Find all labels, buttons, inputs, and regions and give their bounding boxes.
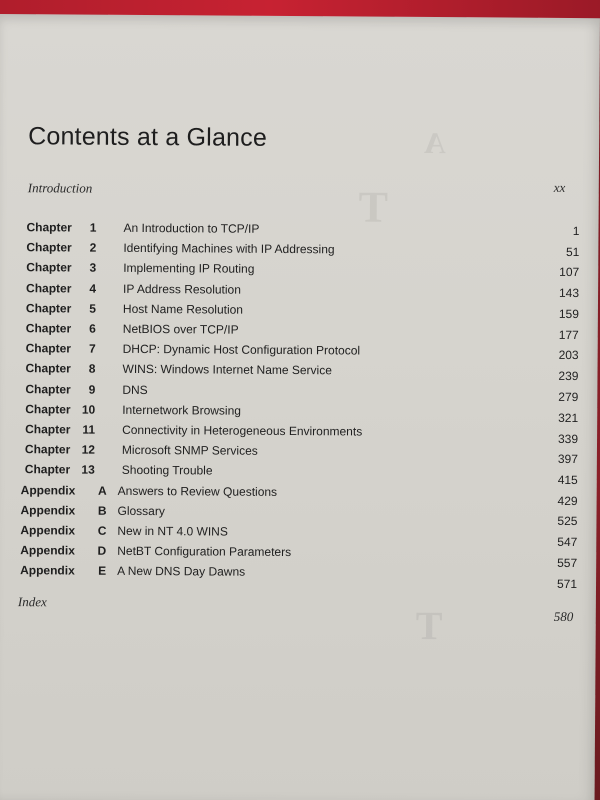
- entry-kind-label: Chapter: [25, 361, 71, 376]
- entry-number: 10: [81, 402, 96, 417]
- contents-row: [0, 382, 597, 404]
- entry-page-number: 321: [558, 410, 579, 425]
- entry-kind-label: Chapter: [24, 442, 71, 457]
- entry-title: DNS: [122, 382, 148, 397]
- entry-title: WINS: Windows Internet Name Service: [122, 362, 332, 378]
- contents-row: [0, 502, 597, 529]
- entry-kind-label: Appendix: [20, 543, 75, 558]
- entry-title: Answers to Review Questions: [117, 483, 278, 499]
- entry-page-number: 239: [558, 369, 579, 384]
- entry-kind-label: Chapter: [25, 321, 72, 336]
- contents-row: [0, 422, 597, 444]
- contents-row: [0, 563, 596, 591]
- contents-row: [0, 523, 596, 550]
- book-page: [0, 14, 600, 800]
- show-through-text: T: [358, 182, 389, 232]
- introduction-label: Introduction: [27, 180, 93, 196]
- entry-number: 13: [81, 462, 95, 478]
- entry-kind-label: Chapter: [26, 260, 72, 275]
- entry-kind-label: Appendix: [20, 523, 76, 538]
- index-label: Index: [17, 594, 47, 610]
- entry-title: NetBT Configuration Parameters: [117, 544, 292, 560]
- entry-kind-label: Chapter: [26, 240, 72, 255]
- entry-number: 12: [81, 442, 96, 457]
- introduction-page-number: xx: [553, 179, 566, 195]
- entry-page-number: 203: [558, 348, 579, 363]
- entry-number: 9: [88, 382, 96, 397]
- entry-page-number: 143: [558, 286, 580, 301]
- contents-row: [0, 321, 598, 343]
- contents-row: [0, 301, 598, 323]
- entry-number: 2: [89, 240, 97, 255]
- entry-page-number: 397: [557, 452, 578, 467]
- entry-kind-label: Chapter: [25, 341, 72, 356]
- entry-kind-label: Chapter: [25, 381, 71, 397]
- contents-row: [0, 361, 598, 383]
- entry-title: IP Address Resolution: [123, 281, 241, 297]
- entry-kind-label: Chapter: [24, 462, 71, 477]
- entry-number: E: [98, 564, 107, 579]
- entry-number: 7: [88, 341, 96, 356]
- contents-row: [0, 402, 597, 424]
- entry-title: NetBIOS over TCP/IP: [122, 321, 239, 337]
- entry-page-number: 339: [557, 431, 579, 446]
- entry-page-number: 525: [557, 514, 578, 529]
- page-title: Contents at a Glance: [28, 122, 268, 152]
- entry-number: A: [97, 483, 107, 498]
- entry-kind-label: Appendix: [20, 502, 76, 518]
- entry-number: C: [97, 523, 107, 538]
- entry-title: Host Name Resolution: [122, 301, 244, 317]
- entry-title: Internetwork Browsing: [122, 402, 242, 418]
- contents-row: [0, 543, 596, 571]
- entry-title: Identifying Machines with IP Addressing: [123, 241, 335, 257]
- entry-page-number: 415: [557, 472, 578, 488]
- contents-row: [0, 341, 598, 363]
- entry-title: Microsoft SNMP Services: [121, 443, 258, 458]
- entry-number: 6: [89, 321, 96, 336]
- entry-kind-label: Chapter: [25, 422, 71, 437]
- entry-title: Shooting Trouble: [121, 463, 213, 478]
- entry-title: Connectivity in Heterogeneous Environments: [122, 422, 363, 439]
- entry-kind-label: Chapter: [25, 401, 71, 417]
- entry-title: New in NT 4.0 WINS: [117, 523, 228, 539]
- entry-title: An Introduction to TCP/IP: [123, 220, 260, 236]
- entry-page-number: 547: [557, 535, 578, 550]
- entry-page-number: 107: [559, 265, 580, 280]
- entry-kind-label: Appendix: [20, 482, 76, 498]
- index-page-number: 580: [553, 608, 574, 625]
- contents-row: [0, 220, 599, 242]
- contents-row: [0, 442, 597, 467]
- entry-kind-label: Appendix: [20, 563, 75, 578]
- entry-number: 5: [89, 301, 96, 316]
- entry-title: A New DNS Day Dawns: [117, 564, 246, 580]
- entry-kind-label: Chapter: [26, 280, 72, 296]
- entry-title: Glossary: [117, 503, 165, 518]
- entry-page-number: 51: [565, 244, 580, 259]
- show-through-text: T: [415, 602, 443, 649]
- contents-row: [0, 281, 598, 303]
- contents-row: [0, 482, 597, 508]
- entry-page-number: 571: [556, 576, 578, 591]
- entry-number: 1: [89, 220, 97, 235]
- show-through-text: A: [348, 126, 446, 161]
- entry-number: 8: [88, 362, 96, 377]
- entry-kind-label: Chapter: [26, 220, 72, 235]
- entry-page-number: 279: [558, 389, 579, 405]
- entry-page-number: 429: [557, 493, 578, 508]
- entry-title: DHCP: Dynamic Host Configuration Protocol: [122, 342, 361, 358]
- entry-number: 4: [89, 281, 97, 296]
- entry-page-number: 557: [557, 555, 578, 571]
- entry-number: 11: [82, 422, 96, 437]
- entry-title: Implementing IP Routing: [123, 261, 255, 277]
- entry-number: B: [97, 503, 107, 518]
- contents-row: [0, 462, 597, 488]
- entry-number: 3: [89, 261, 97, 276]
- contents-row: [0, 240, 598, 262]
- entry-page-number: 177: [558, 327, 579, 342]
- entry-page-number: 1: [572, 224, 580, 239]
- entry-page-number: 159: [558, 306, 579, 322]
- entry-number: D: [97, 543, 107, 558]
- entry-kind-label: Chapter: [25, 300, 72, 316]
- contents-row: [0, 260, 598, 282]
- contents-list: [0, 14, 600, 800]
